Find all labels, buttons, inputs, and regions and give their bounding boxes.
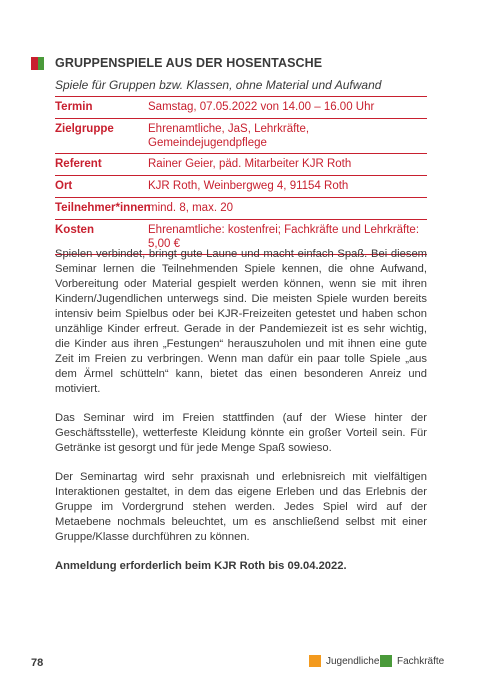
registration-note: Anmeldung erforderlich beim KJR Roth bis 09.04.2022.	[55, 560, 347, 572]
info-label: Teilnehmer*innen	[55, 202, 151, 214]
info-value: Rainer Geier, päd. Mitarbeiter KJR Roth	[148, 158, 352, 170]
info-row-termin	[55, 97, 427, 119]
info-label: Kosten	[55, 224, 94, 236]
info-value: Samstag, 07.05.2022 von 14.00 – 16.00 Uhr	[148, 101, 375, 113]
legend-item-fachkraefte	[380, 655, 444, 667]
legend-swatch-orange	[309, 655, 321, 667]
info-label: Zielgruppe	[55, 123, 114, 135]
info-value: KJR Roth, Weinbergweg 4, 91154 Roth	[148, 180, 349, 192]
legend-label: Jugendliche	[326, 655, 380, 667]
info-table	[55, 96, 427, 255]
page-number: 78	[31, 657, 44, 669]
body-text	[55, 247, 427, 588]
info-value: Ehrenamtliche: kostenfrei; Fachkräfte und Lehrkräfte: 5,00 €	[148, 224, 420, 250]
info-value: mind. 8, max. 20	[148, 202, 234, 214]
info-label: Termin	[55, 101, 93, 113]
info-value: Ehrenamtliche, JaS, Lehrkräfte, Gemeindejugendpflege	[148, 123, 310, 149]
legend-item-jugendliche	[309, 655, 379, 667]
info-row-teilnehmer	[55, 198, 427, 220]
body-paragraph: Spielen verbindet, bringt gute Laune und macht einfach Spaß. Bei diesem Seminar lernen die Teilnehmenden Spiele kennen, die ohne Aufwand, Vorbereitung oder Material gespielt werden können, wenn sie mit ihren Kindern/Jugendlichen unterwegs sind. Die meisten Spiele wurden bereits intensiv beim Spielbus oder bei KJR-Freizeiten getestet und haben schon unzählige Kinder erfreut. Gerade in der Pandemiezeit ist es sehr wichtig, die Kinder aus ihren „Festungen“ herauszuholen und mit ihnen eine gute Zeit im Freien zu verbringen. Wenn man dafür ein paar tolle Spiele „aus dem Ärmel schütteln“ kann, bietet das einen besonderen Anreiz und motiviert.	[55, 248, 427, 395]
marker-red-block	[31, 57, 38, 70]
legend-swatch-green	[380, 655, 392, 667]
legend-label: Fachkräfte	[397, 655, 445, 667]
section-subtitle: Spiele für Gruppen bzw. Klassen, ohne Material und Aufwand	[55, 78, 382, 92]
marker-green-block	[38, 57, 44, 70]
info-label: Ort	[55, 180, 73, 192]
info-label: Referent	[55, 158, 102, 170]
info-row-ort	[55, 176, 427, 198]
info-row-referent	[55, 154, 427, 176]
body-paragraph: Der Seminartag wird sehr praxisnah und erlebnisreich mit vielfältigen Interaktionen gestaltet, in dem das eigene Erleben und das Erlebnis der Gruppe im Vordergrund stehen werden. Jedes Spiel wird auf der Metaebene nochmals beleuchtet, um es anschließend selbst mit einer Gruppe/Klasse durchführen zu können.	[55, 471, 427, 543]
section-title: GRUPPENSPIELE AUS DER HOSENTASCHE	[55, 56, 323, 70]
body-paragraph: Das Seminar wird im Freien stattfinden (auf der Wiese hinter der Geschäftsstelle), wetterfeste Kleidung könnte ein großer Vorteil sein. Für Getränke ist gesorgt und für jede Menge Spaß sowieso.	[55, 412, 427, 454]
section-color-marker	[31, 57, 44, 70]
info-row-zielgruppe	[55, 119, 427, 154]
